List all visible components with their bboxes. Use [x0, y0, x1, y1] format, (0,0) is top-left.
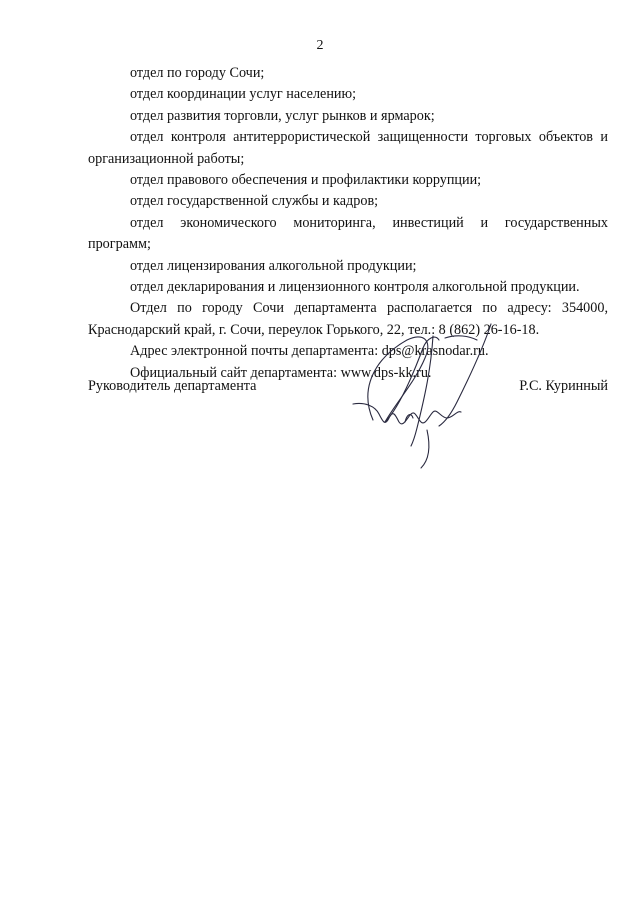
paragraph: отдел по городу Сочи;: [130, 65, 265, 81]
paragraph: отдел экономического мониторинга, инвестиций и государственных программ;: [88, 214, 608, 253]
paragraph: отдел лицензирования алкогольной продукции;: [130, 257, 417, 274]
paragraph: отдел декларирования и лицензионного контроля алкогольной продукции.: [130, 279, 580, 296]
paragraph: отдел контроля антитеррористической защищенности торговых объектов и организационной работы;: [88, 129, 608, 167]
paragraph: Отдел по городу Сочи департамента располагается по адресу: 354000, Краснодарский край, г. Сочи, переулок Горького, 22, тел.: 8 (862) 26-16-18.: [88, 300, 608, 338]
page-number: 2: [316, 38, 324, 53]
paragraph: отдел государственной службы и кадров;: [130, 193, 379, 210]
paragraph: отдел правового обеспечения и профилактики коррупции;: [130, 172, 482, 189]
signatory-name: Р.С. Куринный: [519, 378, 608, 394]
paragraph: Адрес электронной почты департамента: dps@krasnodar.ru.: [130, 343, 489, 360]
signatory-position: Руководитель департамента: [88, 378, 257, 394]
paragraph: Официальный сайт департамента: www.dps-kk.ru.: [130, 364, 432, 381]
paragraph: отдел развития торговли, услуг рынков и ярмарок;: [130, 107, 435, 124]
handwritten-signature: [345, 318, 500, 473]
paragraph: отдел координации услуг населению;: [130, 86, 357, 103]
